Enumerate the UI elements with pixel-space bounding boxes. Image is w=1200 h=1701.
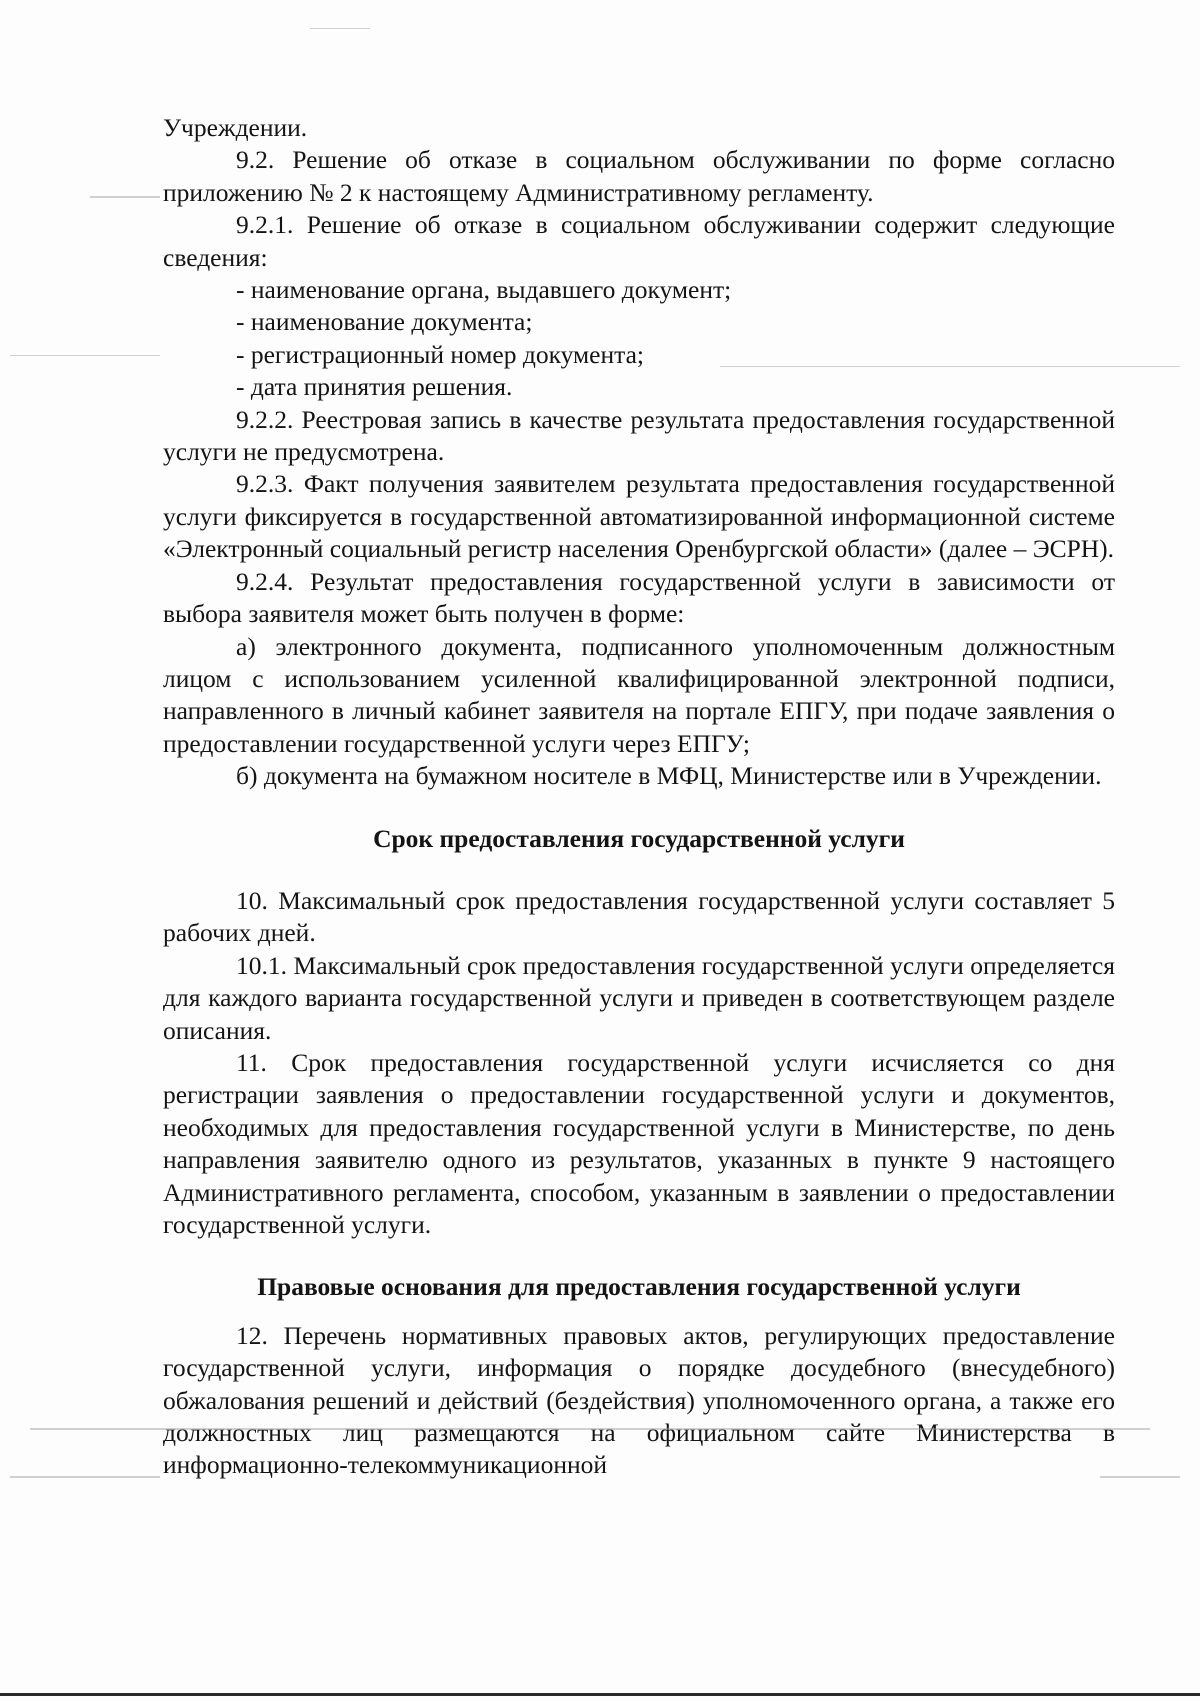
list-item: - наименование органа, выдавшего документ;: [236, 275, 732, 305]
scan-noise: [90, 196, 160, 198]
section-heading-term: Срок предоставления государственной услуги: [373, 823, 905, 853]
section-heading-legal-basis: Правовые основания для предоставления государственной услуги: [257, 1272, 1021, 1302]
paragraph-10-1: 10.1. Максимальный срок предоставления государственной услуги определяется для каждого варианта государственной услуги и приведен в соответствующем разделе описания.: [163, 950, 1115, 1045]
paragraph-option-a: а) электронного документа, подписанного уполномоченным должностным лицом с использованием усиленной квалифицированной электронной подписи, направленного в личный кабинет заявителя на портале ЕПГУ, при подаче заявления о предоставлении государственной услуги через ЕПГУ;: [163, 631, 1115, 758]
paragraph-option-b: б) документа на бумажном носителе в МФЦ, Министерстве или в Учреждении.: [236, 761, 1102, 791]
paragraph-10: 10. Максимальный срок предоставления государственной услуги составляет 5 рабочих дней.: [163, 885, 1115, 948]
scan-noise: [310, 28, 370, 29]
paragraph-9-2-4: 9.2.4. Результат предоставления государственной услуги в зависимости от выбора заявителя может быть получен в форме:: [163, 566, 1115, 629]
paragraph-continuation: Учреждении.: [163, 113, 308, 142]
scan-noise: [1100, 1476, 1180, 1478]
paragraph-9-2-2: 9.2.2. Реестровая запись в качестве результата предоставления государственной услуги не предусмотрена.: [163, 404, 1115, 467]
list-item: - регистрационный номер документа;: [236, 339, 644, 369]
list-item: - дата принятия решения.: [236, 372, 513, 402]
paragraph-12: 12. Перечень нормативных правовых актов, регулирующих предоставление государственной услуги, информация о порядке досудебного (внесудебного) обжалования решений и действий (бездействия) уполномоченного органа, а также его должностных лиц размещаются на официальном сайте Министерства в информационно-телекоммуникационной: [163, 1320, 1115, 1480]
list-item: - наименование документа;: [236, 307, 533, 337]
scan-noise: [10, 355, 160, 356]
scan-noise: [30, 1428, 1150, 1430]
scan-noise: [720, 366, 1180, 367]
page-edge: [0, 1693, 1200, 1696]
paragraph-9-2-1: 9.2.1. Решение об отказе в социальном обслуживании содержит следующие сведения:: [163, 210, 1115, 272]
document-body: [163, 112, 1115, 1482]
paragraph-9-2-3: 9.2.3. Факт получения заявителем результата предоставления государственной услуги фиксируется в государственной автоматизированной информационной системе «Электронный социальный регистр населения Оренбургской области» (далее – ЭСРН).: [163, 469, 1115, 564]
paragraph-11: 11. Срок предоставления государственной услуги исчисляется со дня регистрации заявления о предоставлении государственной услуги и документов, необходимых для предоставления государственной услуги в Министерстве, по день направления заявителю одного из результатов, указанных в пункте 9 настоящего Административного регламента, способом, указанным в заявлении о предоставлении государственной услуги.: [163, 1047, 1115, 1239]
scan-noise: [10, 1476, 160, 1478]
paragraph-9-2: 9.2. Решение об отказе в социальном обслуживании по форме согласно приложению № 2 к настоящему Административному регламенту.: [163, 145, 1115, 207]
